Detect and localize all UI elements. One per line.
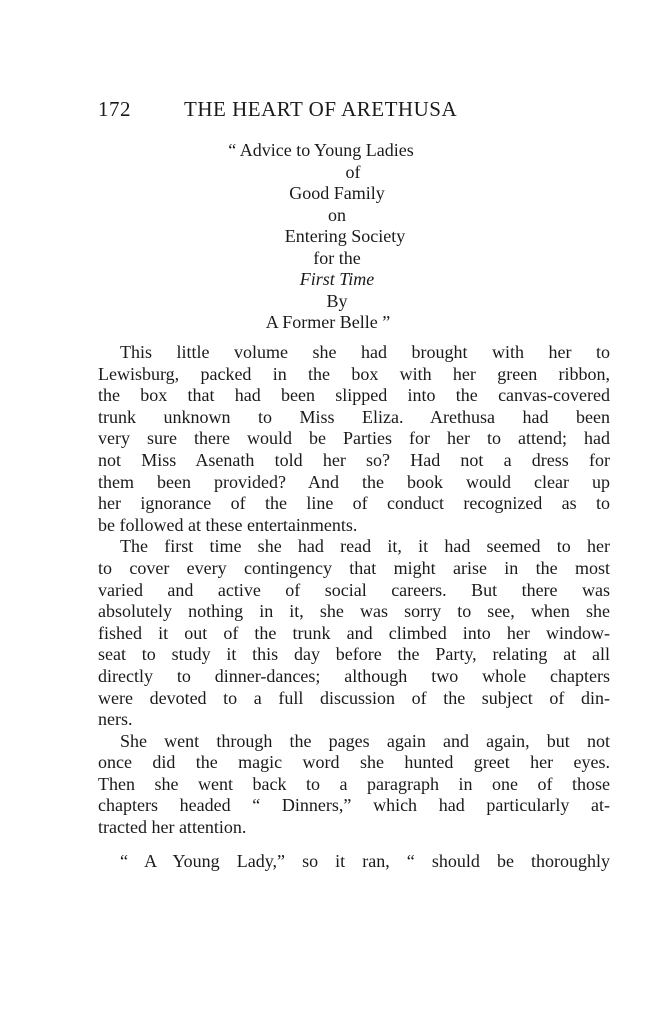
body-text — [98, 342, 610, 872]
text-line: She went through the pages again and again, but not — [120, 730, 610, 751]
quoted-book-title — [0, 140, 664, 334]
text-line: “ A Young Lady,” so it ran, “ should be thoroughly — [120, 850, 610, 871]
title-line: on — [328, 204, 346, 225]
title-line: for the — [313, 247, 361, 268]
paragraph-3 — [98, 731, 610, 839]
text-line: Then she went back to a paragraph in one of those — [98, 773, 610, 794]
title-line: Entering Society — [284, 226, 406, 246]
text-line: not Miss Asenath told her so? Had not a dress for — [98, 449, 610, 470]
text-line: were devoted to a full discussion of the subject of din- — [98, 687, 610, 708]
text-line: ners. — [98, 709, 133, 730]
text-line: the box that had been slipped into the canvas-covered — [98, 385, 610, 406]
text-line: The first time she had read it, it had seemed to her — [120, 536, 610, 557]
paragraph-1 — [98, 342, 610, 536]
page-number: 172 — [98, 97, 131, 121]
title-line: of — [345, 161, 361, 182]
title-line: Good Family — [289, 183, 385, 203]
text-line: directly to dinner-dances; although two whole chapters — [98, 665, 610, 686]
text-line: her ignorance of the line of conduct recognized as to — [98, 493, 610, 514]
text-line: fished it out of the trunk and climbed into her window- — [98, 622, 610, 643]
title-line: By — [326, 290, 348, 311]
text-line: be followed at these entertainments. — [98, 514, 358, 535]
paragraph-2 — [98, 536, 610, 730]
text-line: This little volume she had brought with her to — [120, 342, 610, 362]
paragraph-4 — [98, 851, 610, 873]
running-title: THE HEART OF ARETHUSA — [184, 97, 458, 121]
text-line: trunk unknown to Miss Eliza. Arethusa had been — [98, 406, 610, 427]
text-line: seat to study it this day before the Party, relating at all — [98, 644, 610, 665]
text-line: once did the magic word she hunted greet her eyes. — [98, 752, 610, 773]
text-line: chapters headed “ Dinners,” which had particularly at- — [98, 795, 610, 816]
text-line: them been provided? And the book would clear up — [98, 471, 610, 492]
text-line: to cover every contingency that might arise in the most — [98, 557, 610, 578]
text-line: Lewisburg, packed in the box with her green ribbon, — [98, 363, 610, 384]
text-line: very sure there would be Parties for her to attend; had — [98, 428, 610, 449]
running-head — [98, 97, 568, 127]
title-line: “ Advice to Young Ladies — [228, 140, 414, 160]
text-line: tracted her attention. — [98, 817, 247, 838]
text-line: absolutely nothing in it, she was sorry to see, when she — [98, 601, 610, 622]
text-line: varied and active of social careers. But there was — [98, 579, 610, 600]
title-line-italic: First Time — [299, 269, 375, 289]
title-line: A Former Belle ” — [265, 312, 391, 332]
